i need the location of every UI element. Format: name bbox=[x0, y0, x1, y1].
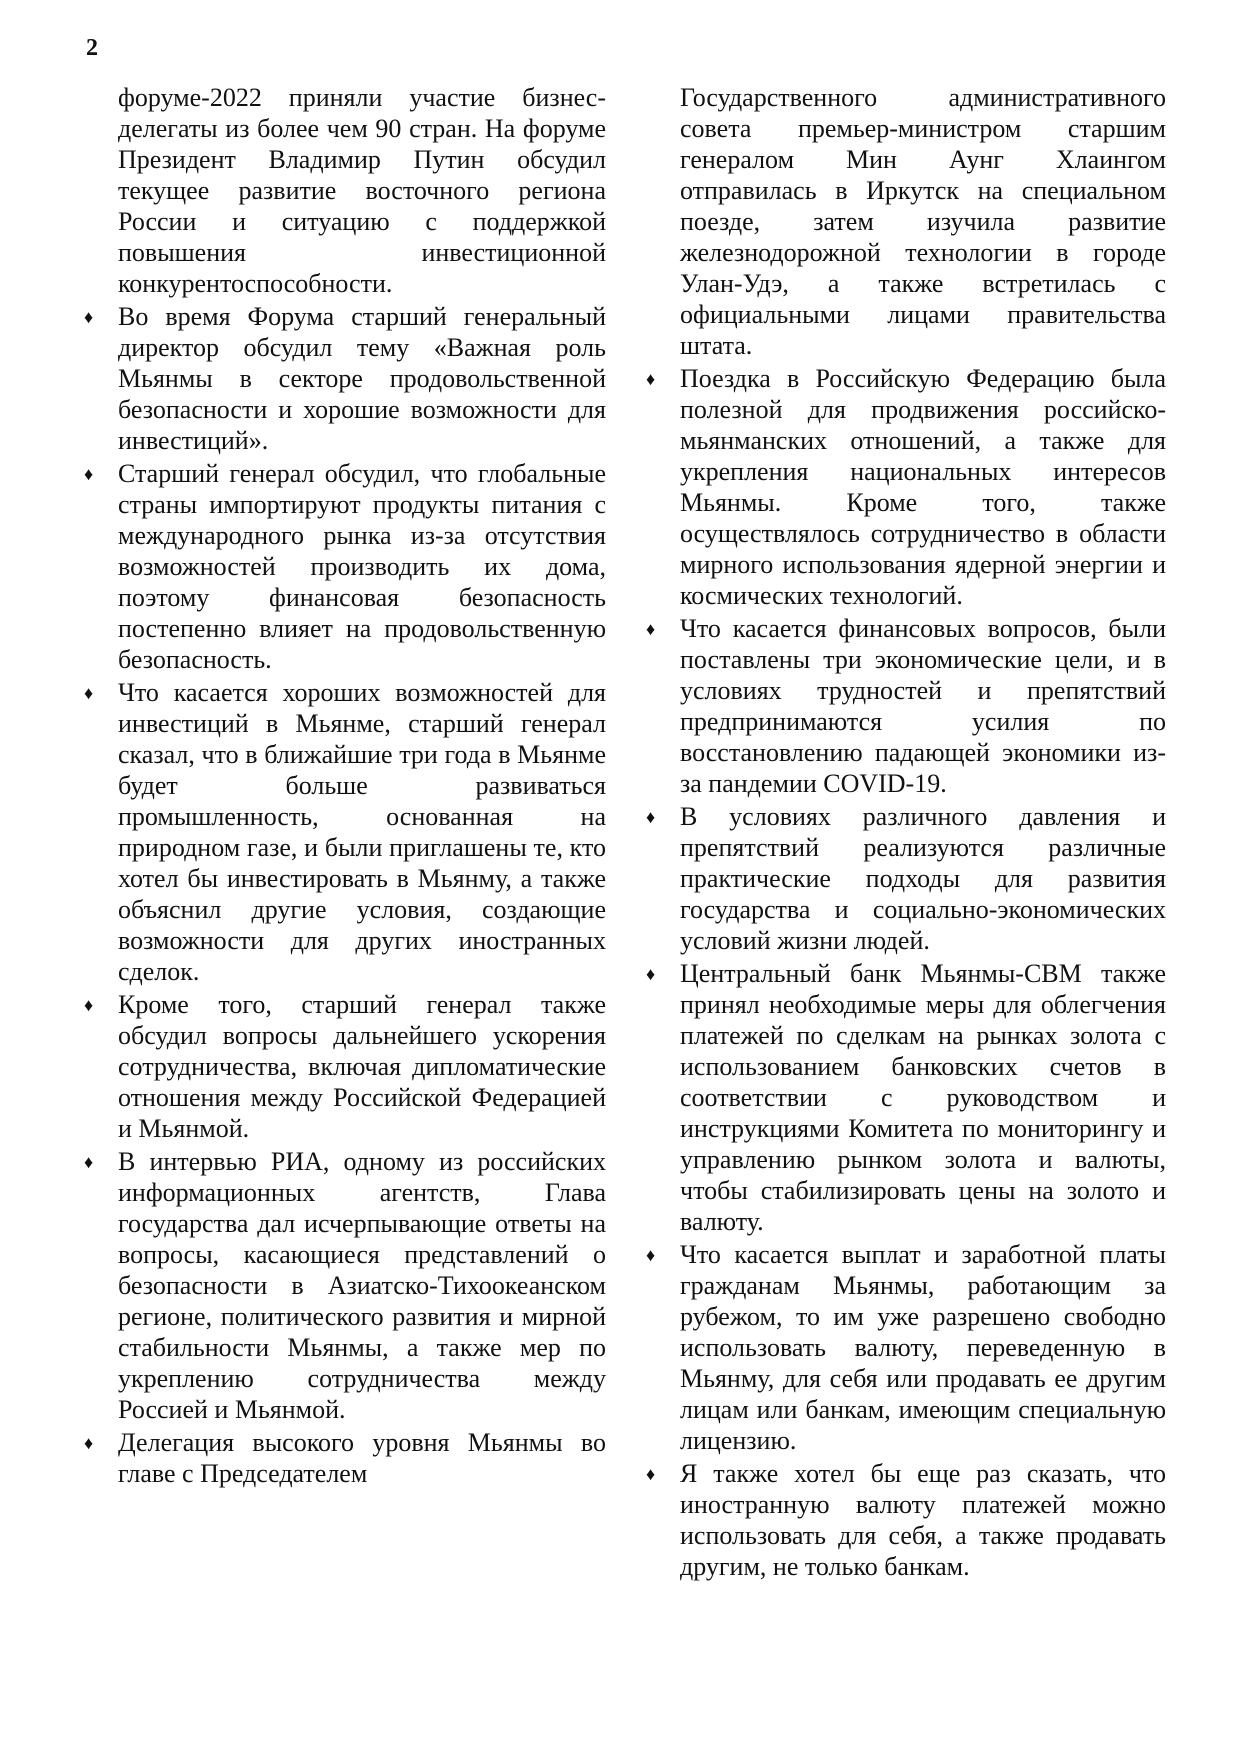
diamond-bullet-icon: ♦ bbox=[646, 1245, 656, 1265]
paragraph bbox=[646, 82, 1166, 361]
bullet-text: В условиях различного давления и препятствий реализуются различные практические подходы для развития государства и социально-экономических условий жизни людей. bbox=[680, 802, 1166, 955]
diamond-bullet-icon: ♦ bbox=[84, 307, 94, 327]
diamond-bullet-icon: ♦ bbox=[646, 369, 656, 389]
bullet-text: Кроме того, старший генерал также обсудил вопросы дальнейшего ускорения сотрудничества, включая дипломатические отношения между Российской Федерацией и Мьянмой. bbox=[118, 990, 606, 1143]
bullet-item bbox=[646, 958, 1166, 1237]
left-column bbox=[84, 82, 606, 1491]
bullet-item bbox=[646, 613, 1166, 799]
bullet-text: Во время Форума старший генеральный директор обсудил тему «Важная роль Мьянмы в секторе продовольственной безопасности и хорошие возможности для инвестиций». bbox=[118, 302, 606, 455]
bullet-item bbox=[84, 458, 606, 675]
bullet-item bbox=[646, 1239, 1166, 1456]
diamond-bullet-icon: ♦ bbox=[646, 619, 656, 639]
bullet-item bbox=[84, 677, 606, 987]
page-number: 2 bbox=[86, 35, 98, 61]
bullet-item bbox=[646, 1458, 1166, 1582]
diamond-bullet-icon: ♦ bbox=[646, 964, 656, 984]
bullet-item bbox=[84, 301, 606, 456]
diamond-bullet-icon: ♦ bbox=[646, 807, 656, 827]
paragraph-text: Государственного административного совета премьер-министром старшим генералом Мин Аунг Хлаингом отправилась в Иркутск на специальном поезде, затем изучила развитие железнодорожной технологии в городе Улан-Удэ, а также встретилась с официальными лицами правительства штата. bbox=[680, 83, 1166, 360]
diamond-bullet-icon: ♦ bbox=[84, 464, 94, 484]
bullet-text: Что касается выплат и заработной платы гражданам Мьянмы, работающим за рубежом, то им уже разрешено свободно использовать валюту, переведенную в Мьянму, для себя или продавать ее другим лицам или банкам, имеющим специальную лицензию. bbox=[680, 1240, 1166, 1455]
bullet-text: Делегация высокого уровня Мьянмы во главе с Председателем bbox=[118, 1428, 606, 1488]
bullet-text: Центральный банк Мьянмы-CBM также принял необходимые меры для облегчения платежей по сделкам на рынках золота с использованием банковских счетов в соответствии с руководством и инструкциями Комитета по мониторингу и управлению рынком золота и валюты, чтобы стабилизировать цены на золото и валюту. bbox=[680, 959, 1166, 1236]
bullet-text: В интервью РИА, одному из российских информационных агентств, Глава государства дал исчерпывающие ответы на вопросы, касающиеся представлений о безопасности в Азиатско-Тихоокеанском регионе, политического развития и мирной стабильности Мьянмы, а также мер по укреплению сотрудничества между Россией и Мьянмой. bbox=[118, 1147, 606, 1424]
bullet-item bbox=[84, 1146, 606, 1425]
paragraph bbox=[84, 82, 606, 299]
diamond-bullet-icon: ♦ bbox=[84, 995, 94, 1015]
diamond-bullet-icon: ♦ bbox=[84, 1433, 94, 1453]
paragraph-text: форуме-2022 приняли участие бизнес-делегаты из более чем 90 стран. На форуме Президент Владимир Путин обсудил текущее развитие восточного региона России и ситуацию с поддержкой повышения инвестиционной конкурентоспособности. bbox=[118, 83, 606, 298]
diamond-bullet-icon: ♦ bbox=[84, 683, 94, 703]
bullet-item bbox=[646, 363, 1166, 611]
diamond-bullet-icon: ♦ bbox=[646, 1464, 656, 1484]
right-column bbox=[646, 82, 1166, 1584]
bullet-text: Что касается хороших возможностей для инвестиций в Мьянме, старший генерал сказал, что в ближайшие три года в Мьянме будет больше развиваться промышленность, основанная на природном газе, и были приглашены те, кто хотел бы инвестировать в Мьянму, а также объяснил другие условия, создающие возможности для других иностранных сделок. bbox=[118, 678, 606, 986]
diamond-bullet-icon: ♦ bbox=[84, 1152, 94, 1172]
bullet-item bbox=[84, 989, 606, 1144]
bullet-text: Поездка в Российскую Федерацию была полезной для продвижения российско-мьянманских отношений, а также для укрепления национальных интересов Мьянмы. Кроме того, также осуществлялось сотрудничество в области мирного использования ядерной энергии и космических технологий. bbox=[680, 364, 1166, 610]
bullet-text: Я также хотел бы еще раз сказать, что иностранную валюту платежей можно использовать для себя, а также продавать другим, не только банкам. bbox=[680, 1459, 1166, 1581]
bullet-item bbox=[84, 1427, 606, 1489]
bullet-text: Что касается финансовых вопросов, были поставлены три экономические цели, и в условиях трудностей и препятствий предпринимаются усилия по восстановлению падающей экономики из-за пандемии COVID-19. bbox=[680, 614, 1166, 798]
bullet-text: Старший генерал обсудил, что глобальные страны импортируют продукты питания с международного рынка из-за отсутствия возможностей производить их дома, поэтому финансовая безопасность постепенно влияет на продовольственную безопасность. bbox=[118, 459, 606, 674]
bullet-item bbox=[646, 801, 1166, 956]
